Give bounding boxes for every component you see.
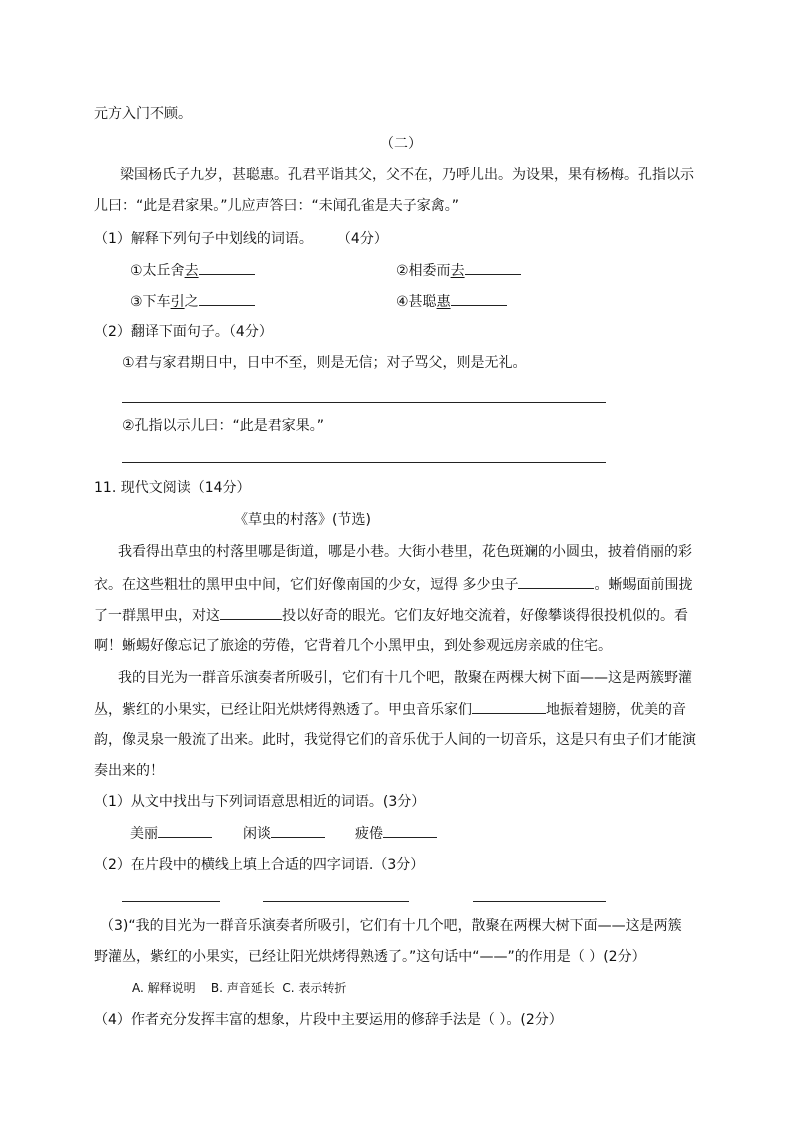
question-2: （2）翻译下面句子。（4分） [94, 324, 273, 340]
reading-title: 《草虫的村落》(节选) [234, 512, 371, 528]
synonym-item [243, 823, 325, 844]
answer-blank[interactable] [199, 260, 255, 275]
answer-blank[interactable] [271, 823, 325, 838]
vocab-text: ④甚聪 [396, 294, 437, 310]
answer-line[interactable] [122, 462, 606, 463]
synonym-item [355, 823, 437, 844]
reading-line [94, 605, 688, 626]
answer-options: A. 解释说明 B. 声音延长 C. 表示转折 [132, 981, 347, 995]
sentence-2: ②孔指以示儿曰：“此是君家果。” [122, 418, 325, 434]
answer-blank[interactable] [220, 605, 282, 620]
answer-blank[interactable] [199, 291, 255, 306]
reading-line: 奏出来的！ [94, 763, 164, 779]
synonym-item [130, 823, 212, 844]
question-1 [94, 229, 388, 249]
reading-text: 了一群黑甲虫，对这 [94, 608, 220, 624]
synonym-word: 闲谈 [243, 826, 271, 842]
answer-line[interactable] [122, 901, 220, 902]
vocab-item-1 [130, 260, 255, 281]
vocab-text: 之 [184, 294, 199, 310]
answer-blank[interactable] [472, 699, 546, 714]
text-line: 元方入门不顾。 [94, 106, 192, 122]
section-heading: （二） [380, 136, 422, 152]
underlined-word: 引 [170, 294, 185, 310]
underlined-word: 去 [450, 263, 465, 279]
answer-blank[interactable] [383, 823, 437, 838]
vocab-item-3 [130, 291, 255, 312]
underlined-word: 去 [184, 263, 199, 279]
reading-line: 我看得出草虫的村落里哪是街道，哪是小巷。大街小巷里，花色斑斓的小圆虫，披着俏丽的彩 [118, 544, 692, 560]
synonym-word: 美丽 [130, 826, 158, 842]
question-11-1: （1）从文中找出与下列词语意思相近的词语。(3分） [94, 794, 426, 810]
vocab-item-4 [396, 291, 507, 312]
answer-blank[interactable] [158, 823, 212, 838]
passage-line: 梁国杨氏子九岁，甚聪惠。孔君平诣其父，父不在，乃呼儿出。为设果，果有杨梅。孔指以示 [120, 167, 694, 183]
question-score: （4分） [336, 231, 388, 247]
question-11-4: （4）作者充分发挥丰富的想象，片段中主要运用的修辞手法是（ ）。(2分） [94, 1012, 563, 1028]
synonym-word: 疲倦 [355, 826, 383, 842]
question-11-heading: 11. 现代文阅读（14分） [94, 480, 251, 496]
question-11-3: （3)“我的目光为一群音乐演奏者所吸引，它们有十几个吧，散聚在两棵大树下面——这是两簇 [100, 918, 682, 934]
vocab-item-2 [396, 260, 521, 281]
question-11-2: （2）在片段中的横线上填上合适的四字词语.（3分） [94, 857, 425, 873]
reading-line: 啊！蜥蜴好像忘记了旅途的劳倦，它背着几个小黑甲虫，到处参观远房亲戚的住宅。 [94, 638, 612, 654]
answer-blank[interactable] [451, 291, 507, 306]
question-text: （1）解释下列句子中划线的词语。 [94, 231, 313, 247]
answer-blank[interactable] [465, 260, 521, 275]
reading-line [94, 574, 692, 595]
answer-line[interactable] [122, 402, 606, 403]
sentence-1: ①君与家君期日中，日中不至，则是无信；对子骂父，则是无礼。 [122, 355, 527, 371]
passage-line: 儿曰：“此是君家果。”儿应声答曰：“未闻孔雀是夫子家禽。” [94, 198, 460, 214]
reading-text: 丛，紫红的小果实，已经让阳光烘烤得熟透了。甲虫音乐家们 [94, 702, 472, 718]
vocab-text: ②相委而 [396, 263, 451, 279]
reading-text: 地振着翅膀，优美的音 [546, 702, 686, 718]
vocab-text: ①太丘舍 [130, 263, 185, 279]
question-11-3: 野灌丛，紫红的小果实，已经让阳光烘烤得熟透了。”这句话中“——”的作用是（ ）(2分） [94, 949, 646, 965]
reading-line: 我的目光为一群音乐演奏者所吸引，它们有十几个吧，散聚在两棵大树下面——这是两簇野灌 [118, 670, 692, 686]
vocab-text: ③下车 [130, 294, 171, 310]
answer-blank[interactable] [518, 574, 594, 589]
reading-text: 投以好奇的眼光。它们友好地交流着，好像攀谈得很投机似的。看 [282, 608, 688, 624]
reading-text: 。蜥蜴面前围拢 [594, 577, 693, 593]
underlined-word: 惠 [436, 294, 451, 310]
reading-line [94, 699, 686, 720]
reading-text: 衣。在这些粗壮的黑甲虫中间，它们好像南国的少女，逗得 多少虫子 [94, 577, 519, 593]
answer-line[interactable] [473, 901, 606, 902]
answer-line[interactable] [263, 901, 409, 902]
reading-line: 韵，像灵泉一般流了出来。此时，我觉得它们的音乐优于人间的一切音乐，这是只有虫子们才能演 [94, 732, 696, 748]
